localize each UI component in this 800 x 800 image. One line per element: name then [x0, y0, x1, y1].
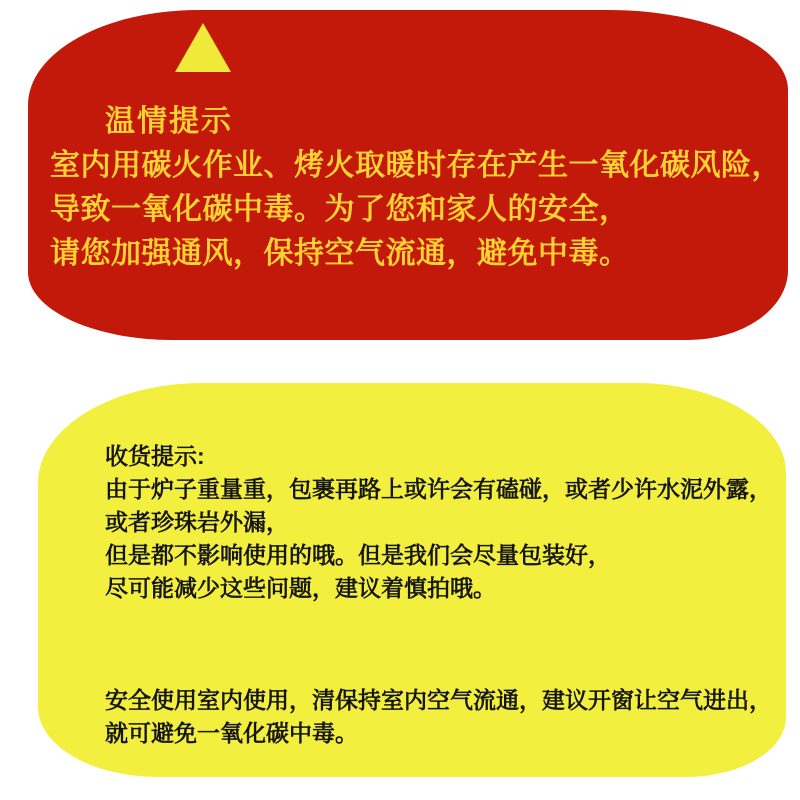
safety-text-block [105, 684, 772, 750]
warning-line-1: 室内用碳火作业、烤火取暖时存在产生一氧化碳风险， [50, 149, 782, 182]
receipt-text-block [105, 440, 772, 605]
safety-line-1: 安全使用室内使用，清保持室内空气流通，建议开窗让空气进出， [105, 687, 772, 713]
carbon-monoxide-warning-panel [28, 10, 788, 340]
receipt-line-3: 但是都不影响使用的哦。但是我们会尽量包装好， [105, 542, 611, 568]
receipt-line-2: 或者珍珠岩外漏， [105, 509, 289, 535]
warning-title: 温情提示 [105, 105, 233, 138]
receipt-heading: 收货提示: [105, 443, 205, 469]
warning-line-2: 导致一氧化碳中毒。为了您和家人的安全， [50, 193, 630, 226]
warning-triangle-icon [175, 23, 231, 72]
warning-line-3: 请您加强通风，保持空气流通，避免中毒。 [50, 237, 630, 270]
receipt-line-4: 尽可能减少这些问题，建议着慎拍哦。 [105, 575, 496, 601]
receipt-notice-panel [38, 383, 786, 777]
warning-text-block [50, 144, 780, 276]
receipt-line-1: 由于炉子重量重，包裹再路上或许会有磕碰，或者少许水泥外露， [105, 476, 772, 502]
safety-line-2: 就可避免一氧化碳中毒。 [105, 720, 358, 746]
